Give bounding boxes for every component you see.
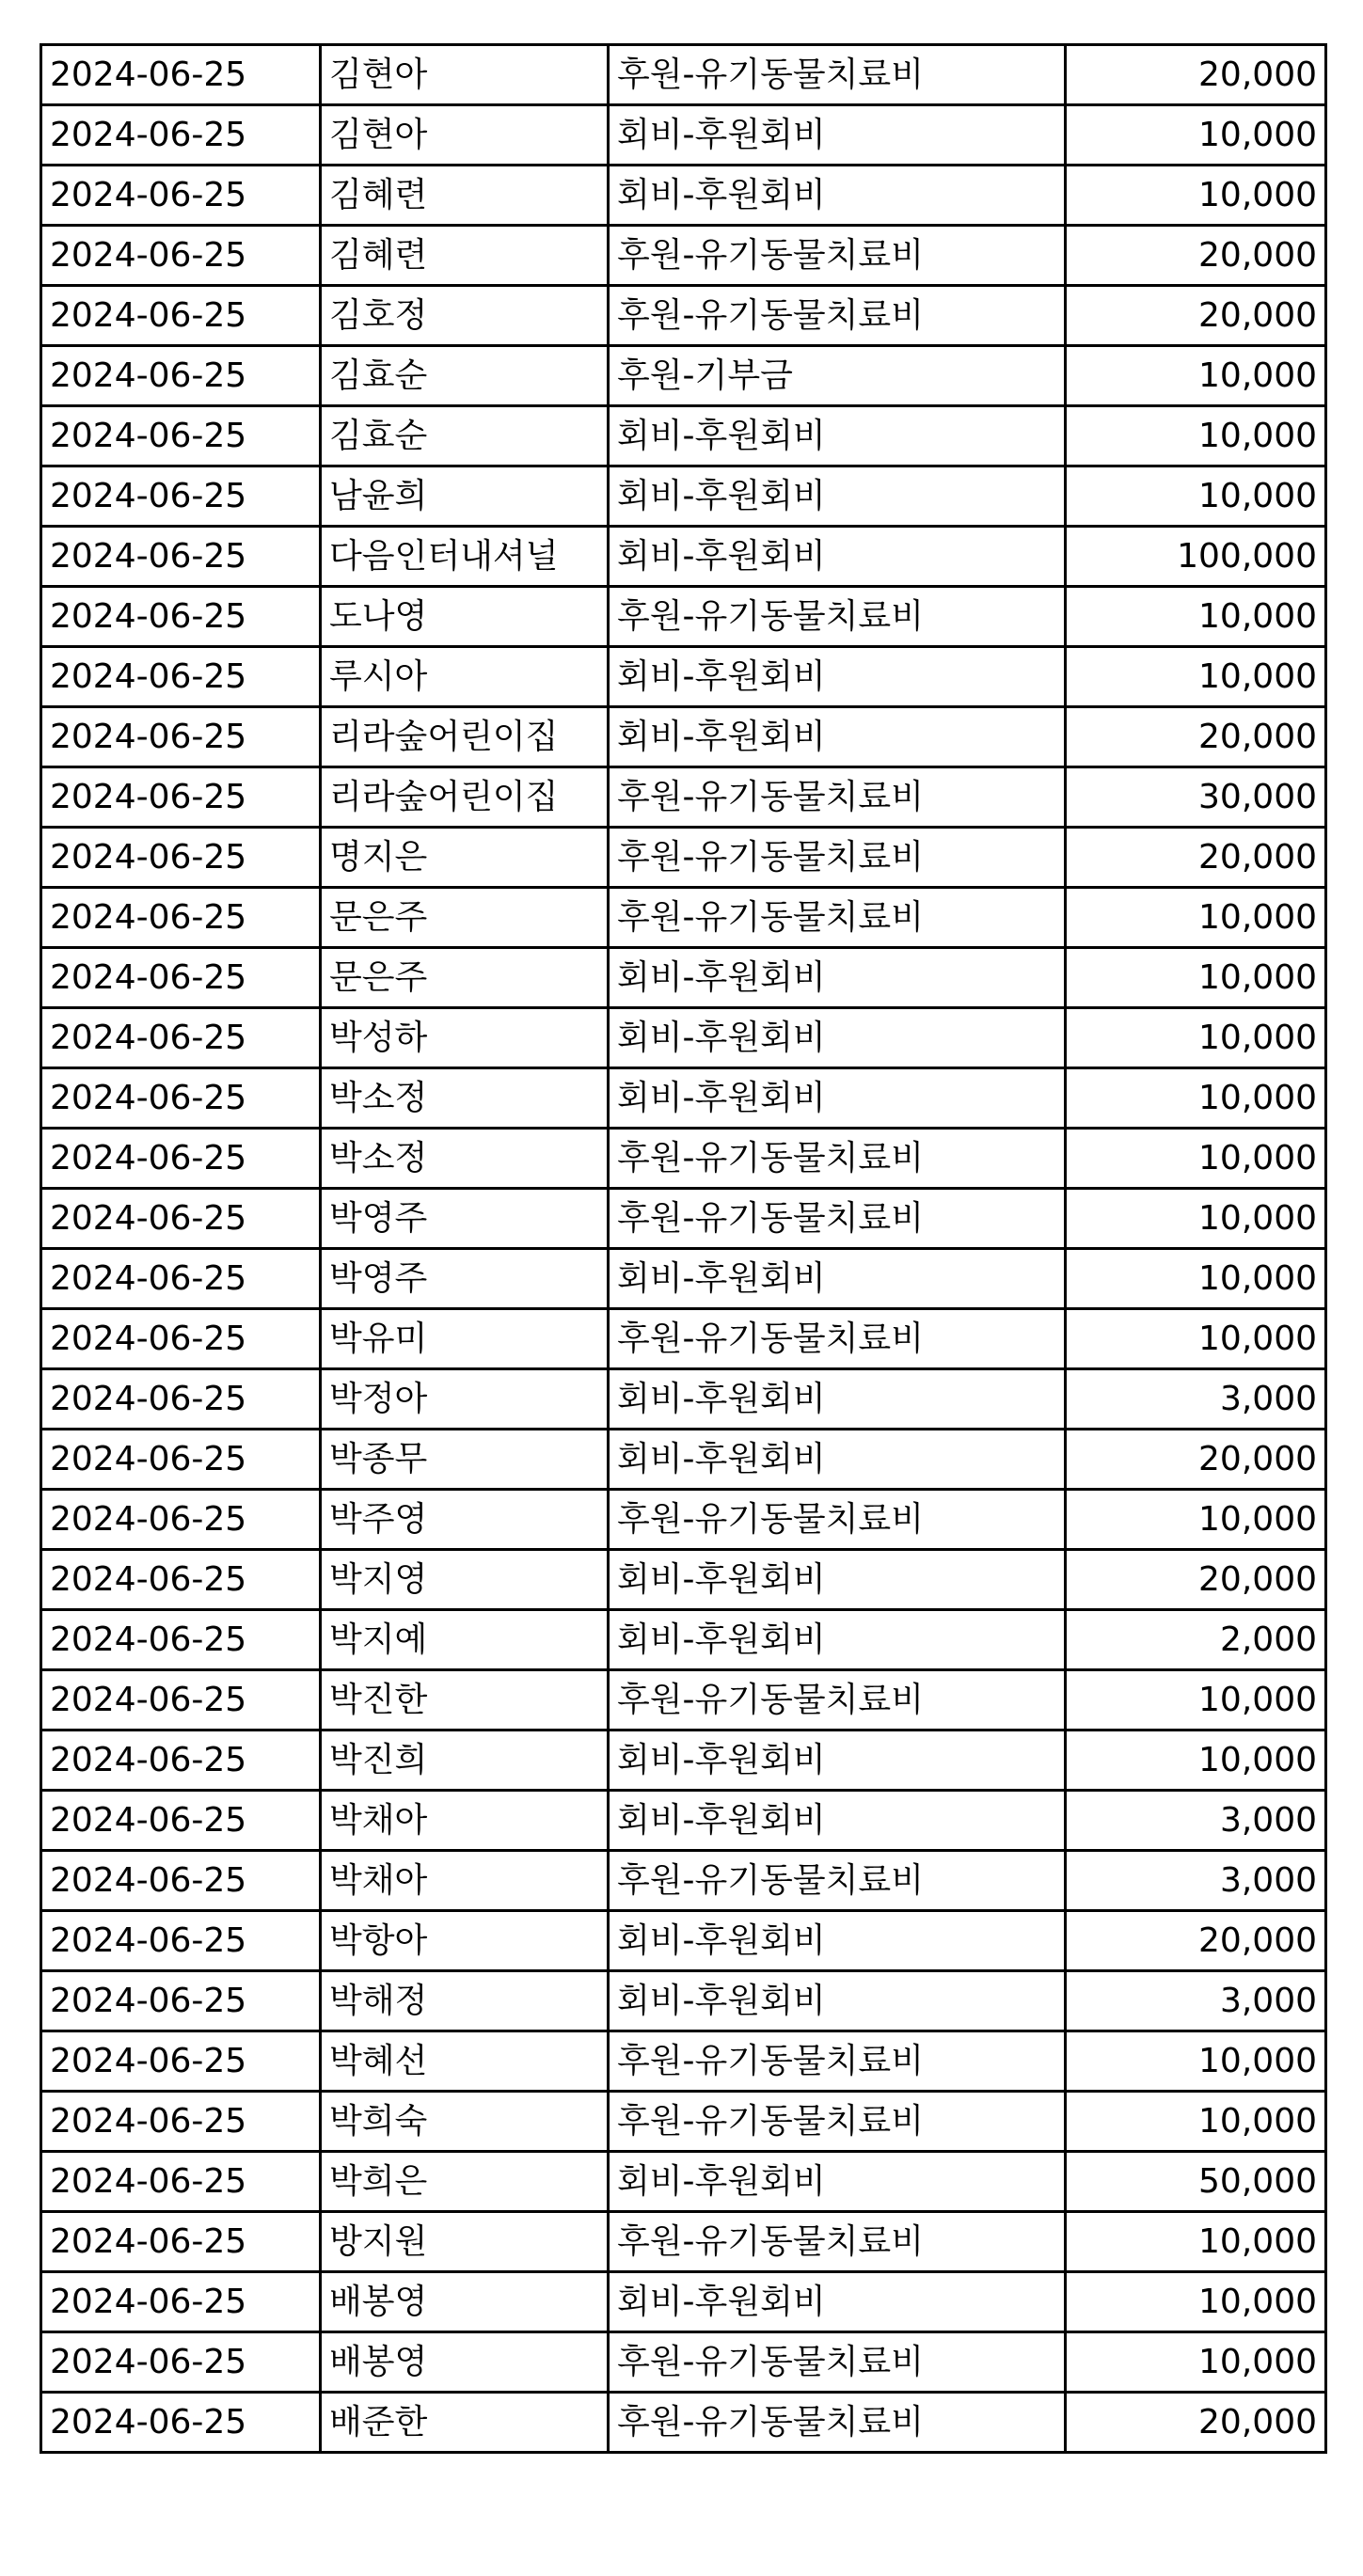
table-row [41, 1430, 1326, 1490]
date-cell: 2024-06-25 [41, 828, 321, 888]
donor-name-cell: 박채아 [321, 1791, 609, 1851]
date-cell: 2024-06-25 [41, 346, 321, 406]
category-cell: 회비-후원회비 [609, 2152, 1066, 2212]
amount-cell: 20,000 [1066, 286, 1326, 346]
amount-cell: 10,000 [1066, 2212, 1326, 2272]
amount-cell: 20,000 [1066, 2393, 1326, 2453]
donor-name-cell: 명지은 [321, 828, 609, 888]
table-row [41, 948, 1326, 1008]
table-row [41, 1129, 1326, 1189]
category-cell: 회비-후원회비 [609, 1731, 1066, 1791]
date-cell: 2024-06-25 [41, 1369, 321, 1430]
donor-name-cell: 루시아 [321, 647, 609, 707]
category-cell: 후원-유기동물치료비 [609, 2212, 1066, 2272]
category-cell: 회비-후원회비 [609, 1068, 1066, 1129]
donor-name-cell: 박희숙 [321, 2092, 609, 2152]
table-row [41, 647, 1326, 707]
amount-cell: 10,000 [1066, 888, 1326, 948]
donor-name-cell: 김현아 [321, 105, 609, 166]
donor-name-cell: 김혜련 [321, 226, 609, 286]
category-cell: 후원-유기동물치료비 [609, 587, 1066, 647]
amount-cell: 20,000 [1066, 1550, 1326, 1610]
donor-name-cell: 박지영 [321, 1550, 609, 1610]
date-cell: 2024-06-25 [41, 2092, 321, 2152]
category-cell: 회비-후원회비 [609, 406, 1066, 466]
category-cell: 회비-후원회비 [609, 466, 1066, 527]
category-cell: 후원-유기동물치료비 [609, 2031, 1066, 2092]
category-cell: 회비-후원회비 [609, 1430, 1066, 1490]
donor-name-cell: 김효순 [321, 406, 609, 466]
amount-cell: 3,000 [1066, 1369, 1326, 1430]
table-row [41, 2393, 1326, 2453]
category-cell: 후원-유기동물치료비 [609, 2092, 1066, 2152]
amount-cell: 10,000 [1066, 1309, 1326, 1369]
date-cell: 2024-06-25 [41, 466, 321, 527]
donor-name-cell: 박항아 [321, 1911, 609, 1971]
table-row [41, 45, 1326, 105]
table-row [41, 828, 1326, 888]
donor-name-cell: 박유미 [321, 1309, 609, 1369]
category-cell: 회비-후원회비 [609, 1369, 1066, 1430]
amount-cell: 20,000 [1066, 1911, 1326, 1971]
category-cell: 회비-후원회비 [609, 647, 1066, 707]
table-row [41, 286, 1326, 346]
donor-name-cell: 도나영 [321, 587, 609, 647]
donor-name-cell: 박진한 [321, 1670, 609, 1731]
amount-cell: 30,000 [1066, 767, 1326, 828]
ledger-body [41, 45, 1326, 2453]
table-row [41, 1911, 1326, 1971]
amount-cell: 3,000 [1066, 1851, 1326, 1911]
date-cell: 2024-06-25 [41, 406, 321, 466]
donor-name-cell: 김현아 [321, 45, 609, 105]
date-cell: 2024-06-25 [41, 1309, 321, 1369]
donor-name-cell: 리라숲어린이집 [321, 767, 609, 828]
date-cell: 2024-06-25 [41, 2212, 321, 2272]
table-row [41, 2031, 1326, 2092]
donor-name-cell: 김효순 [321, 346, 609, 406]
table-row [41, 1971, 1326, 2031]
donor-name-cell: 배봉영 [321, 2272, 609, 2332]
table-row [41, 105, 1326, 166]
amount-cell: 10,000 [1066, 1189, 1326, 1249]
amount-cell: 10,000 [1066, 1670, 1326, 1731]
category-cell: 회비-후원회비 [609, 1791, 1066, 1851]
amount-cell: 10,000 [1066, 587, 1326, 647]
date-cell: 2024-06-25 [41, 286, 321, 346]
table-row [41, 707, 1326, 767]
amount-cell: 10,000 [1066, 166, 1326, 226]
donor-name-cell: 박정아 [321, 1369, 609, 1430]
date-cell: 2024-06-25 [41, 587, 321, 647]
category-cell: 후원-유기동물치료비 [609, 286, 1066, 346]
donor-name-cell: 다음인터내셔널 [321, 527, 609, 587]
category-cell: 후원-유기동물치료비 [609, 1189, 1066, 1249]
category-cell: 회비-후원회비 [609, 105, 1066, 166]
category-cell: 회비-후원회비 [609, 1911, 1066, 1971]
table-row [41, 406, 1326, 466]
table-row [41, 346, 1326, 406]
amount-cell: 10,000 [1066, 1731, 1326, 1791]
table-row [41, 2332, 1326, 2393]
table-row [41, 1610, 1326, 1670]
category-cell: 후원-기부금 [609, 346, 1066, 406]
table-row [41, 527, 1326, 587]
amount-cell: 10,000 [1066, 1249, 1326, 1309]
amount-cell: 10,000 [1066, 1129, 1326, 1189]
date-cell: 2024-06-25 [41, 226, 321, 286]
donor-name-cell: 남윤희 [321, 466, 609, 527]
date-cell: 2024-06-25 [41, 1911, 321, 1971]
table-row [41, 767, 1326, 828]
table-row [41, 1791, 1326, 1851]
date-cell: 2024-06-25 [41, 105, 321, 166]
date-cell: 2024-06-25 [41, 2332, 321, 2393]
amount-cell: 10,000 [1066, 2332, 1326, 2393]
date-cell: 2024-06-25 [41, 2393, 321, 2453]
donor-name-cell: 박채아 [321, 1851, 609, 1911]
category-cell: 회비-후원회비 [609, 1550, 1066, 1610]
amount-cell: 100,000 [1066, 527, 1326, 587]
category-cell: 회비-후원회비 [609, 2272, 1066, 2332]
category-cell: 후원-유기동물치료비 [609, 828, 1066, 888]
donor-name-cell: 배봉영 [321, 2332, 609, 2393]
table-row [41, 226, 1326, 286]
amount-cell: 20,000 [1066, 828, 1326, 888]
amount-cell: 10,000 [1066, 105, 1326, 166]
amount-cell: 10,000 [1066, 406, 1326, 466]
date-cell: 2024-06-25 [41, 1189, 321, 1249]
table-row [41, 166, 1326, 226]
table-row [41, 587, 1326, 647]
date-cell: 2024-06-25 [41, 1791, 321, 1851]
table-row [41, 1189, 1326, 1249]
donor-name-cell: 박종무 [321, 1430, 609, 1490]
table-row [41, 2092, 1326, 2152]
category-cell: 후원-유기동물치료비 [609, 1309, 1066, 1369]
donor-name-cell: 박혜선 [321, 2031, 609, 2092]
table-row [41, 1851, 1326, 1911]
donor-name-cell: 박지예 [321, 1610, 609, 1670]
donor-name-cell: 박성하 [321, 1008, 609, 1068]
date-cell: 2024-06-25 [41, 2031, 321, 2092]
donor-name-cell: 박희은 [321, 2152, 609, 2212]
date-cell: 2024-06-25 [41, 527, 321, 587]
date-cell: 2024-06-25 [41, 1008, 321, 1068]
category-cell: 후원-유기동물치료비 [609, 1670, 1066, 1731]
date-cell: 2024-06-25 [41, 1490, 321, 1550]
category-cell: 후원-유기동물치료비 [609, 2332, 1066, 2393]
donor-name-cell: 배준한 [321, 2393, 609, 2453]
date-cell: 2024-06-25 [41, 1249, 321, 1309]
table-row [41, 1670, 1326, 1731]
table-row [41, 888, 1326, 948]
amount-cell: 3,000 [1066, 1791, 1326, 1851]
category-cell: 후원-유기동물치료비 [609, 226, 1066, 286]
date-cell: 2024-06-25 [41, 1430, 321, 1490]
date-cell: 2024-06-25 [41, 767, 321, 828]
amount-cell: 10,000 [1066, 2272, 1326, 2332]
table-row [41, 2212, 1326, 2272]
table-row [41, 2272, 1326, 2332]
amount-cell: 10,000 [1066, 2031, 1326, 2092]
donor-name-cell: 방지원 [321, 2212, 609, 2272]
amount-cell: 3,000 [1066, 1971, 1326, 2031]
table-row [41, 466, 1326, 527]
amount-cell: 10,000 [1066, 647, 1326, 707]
category-cell: 회비-후원회비 [609, 1971, 1066, 2031]
category-cell: 후원-유기동물치료비 [609, 1851, 1066, 1911]
date-cell: 2024-06-25 [41, 948, 321, 1008]
category-cell: 회비-후원회비 [609, 166, 1066, 226]
donor-name-cell: 박주영 [321, 1490, 609, 1550]
table-row [41, 1550, 1326, 1610]
date-cell: 2024-06-25 [41, 888, 321, 948]
donation-ledger-table [40, 43, 1327, 2454]
date-cell: 2024-06-25 [41, 166, 321, 226]
date-cell: 2024-06-25 [41, 1610, 321, 1670]
category-cell: 회비-후원회비 [609, 1610, 1066, 1670]
donor-name-cell: 김혜련 [321, 166, 609, 226]
category-cell: 회비-후원회비 [609, 527, 1066, 587]
table-row [41, 1309, 1326, 1369]
donor-name-cell: 김호정 [321, 286, 609, 346]
amount-cell: 10,000 [1066, 346, 1326, 406]
amount-cell: 50,000 [1066, 2152, 1326, 2212]
date-cell: 2024-06-25 [41, 1971, 321, 2031]
table-row [41, 1369, 1326, 1430]
category-cell: 후원-유기동물치료비 [609, 1129, 1066, 1189]
category-cell: 후원-유기동물치료비 [609, 888, 1066, 948]
donor-name-cell: 박소정 [321, 1129, 609, 1189]
date-cell: 2024-06-25 [41, 45, 321, 105]
date-cell: 2024-06-25 [41, 707, 321, 767]
table-row [41, 1731, 1326, 1791]
category-cell: 회비-후원회비 [609, 707, 1066, 767]
amount-cell: 10,000 [1066, 466, 1326, 527]
date-cell: 2024-06-25 [41, 647, 321, 707]
category-cell: 회비-후원회비 [609, 1249, 1066, 1309]
donor-name-cell: 박영주 [321, 1249, 609, 1309]
table-row [41, 1490, 1326, 1550]
donor-name-cell: 리라숲어린이집 [321, 707, 609, 767]
donor-name-cell: 박해정 [321, 1971, 609, 2031]
amount-cell: 10,000 [1066, 2092, 1326, 2152]
table-row [41, 1249, 1326, 1309]
category-cell: 회비-후원회비 [609, 948, 1066, 1008]
date-cell: 2024-06-25 [41, 1670, 321, 1731]
category-cell: 후원-유기동물치료비 [609, 45, 1066, 105]
amount-cell: 10,000 [1066, 1490, 1326, 1550]
category-cell: 후원-유기동물치료비 [609, 2393, 1066, 2453]
amount-cell: 20,000 [1066, 226, 1326, 286]
category-cell: 후원-유기동물치료비 [609, 767, 1066, 828]
category-cell: 후원-유기동물치료비 [609, 1490, 1066, 1550]
date-cell: 2024-06-25 [41, 1731, 321, 1791]
amount-cell: 10,000 [1066, 1068, 1326, 1129]
date-cell: 2024-06-25 [41, 1851, 321, 1911]
date-cell: 2024-06-25 [41, 1129, 321, 1189]
date-cell: 2024-06-25 [41, 1068, 321, 1129]
date-cell: 2024-06-25 [41, 2152, 321, 2212]
donor-name-cell: 문은주 [321, 948, 609, 1008]
amount-cell: 2,000 [1066, 1610, 1326, 1670]
donor-name-cell: 박진희 [321, 1731, 609, 1791]
table-row [41, 1008, 1326, 1068]
amount-cell: 10,000 [1066, 1008, 1326, 1068]
amount-cell: 10,000 [1066, 948, 1326, 1008]
amount-cell: 20,000 [1066, 707, 1326, 767]
category-cell: 회비-후원회비 [609, 1008, 1066, 1068]
date-cell: 2024-06-25 [41, 1550, 321, 1610]
donation-ledger-sheet [40, 43, 1324, 2454]
date-cell: 2024-06-25 [41, 2272, 321, 2332]
table-row [41, 1068, 1326, 1129]
donor-name-cell: 박소정 [321, 1068, 609, 1129]
amount-cell: 20,000 [1066, 45, 1326, 105]
table-row [41, 2152, 1326, 2212]
donor-name-cell: 문은주 [321, 888, 609, 948]
donor-name-cell: 박영주 [321, 1189, 609, 1249]
amount-cell: 20,000 [1066, 1430, 1326, 1490]
